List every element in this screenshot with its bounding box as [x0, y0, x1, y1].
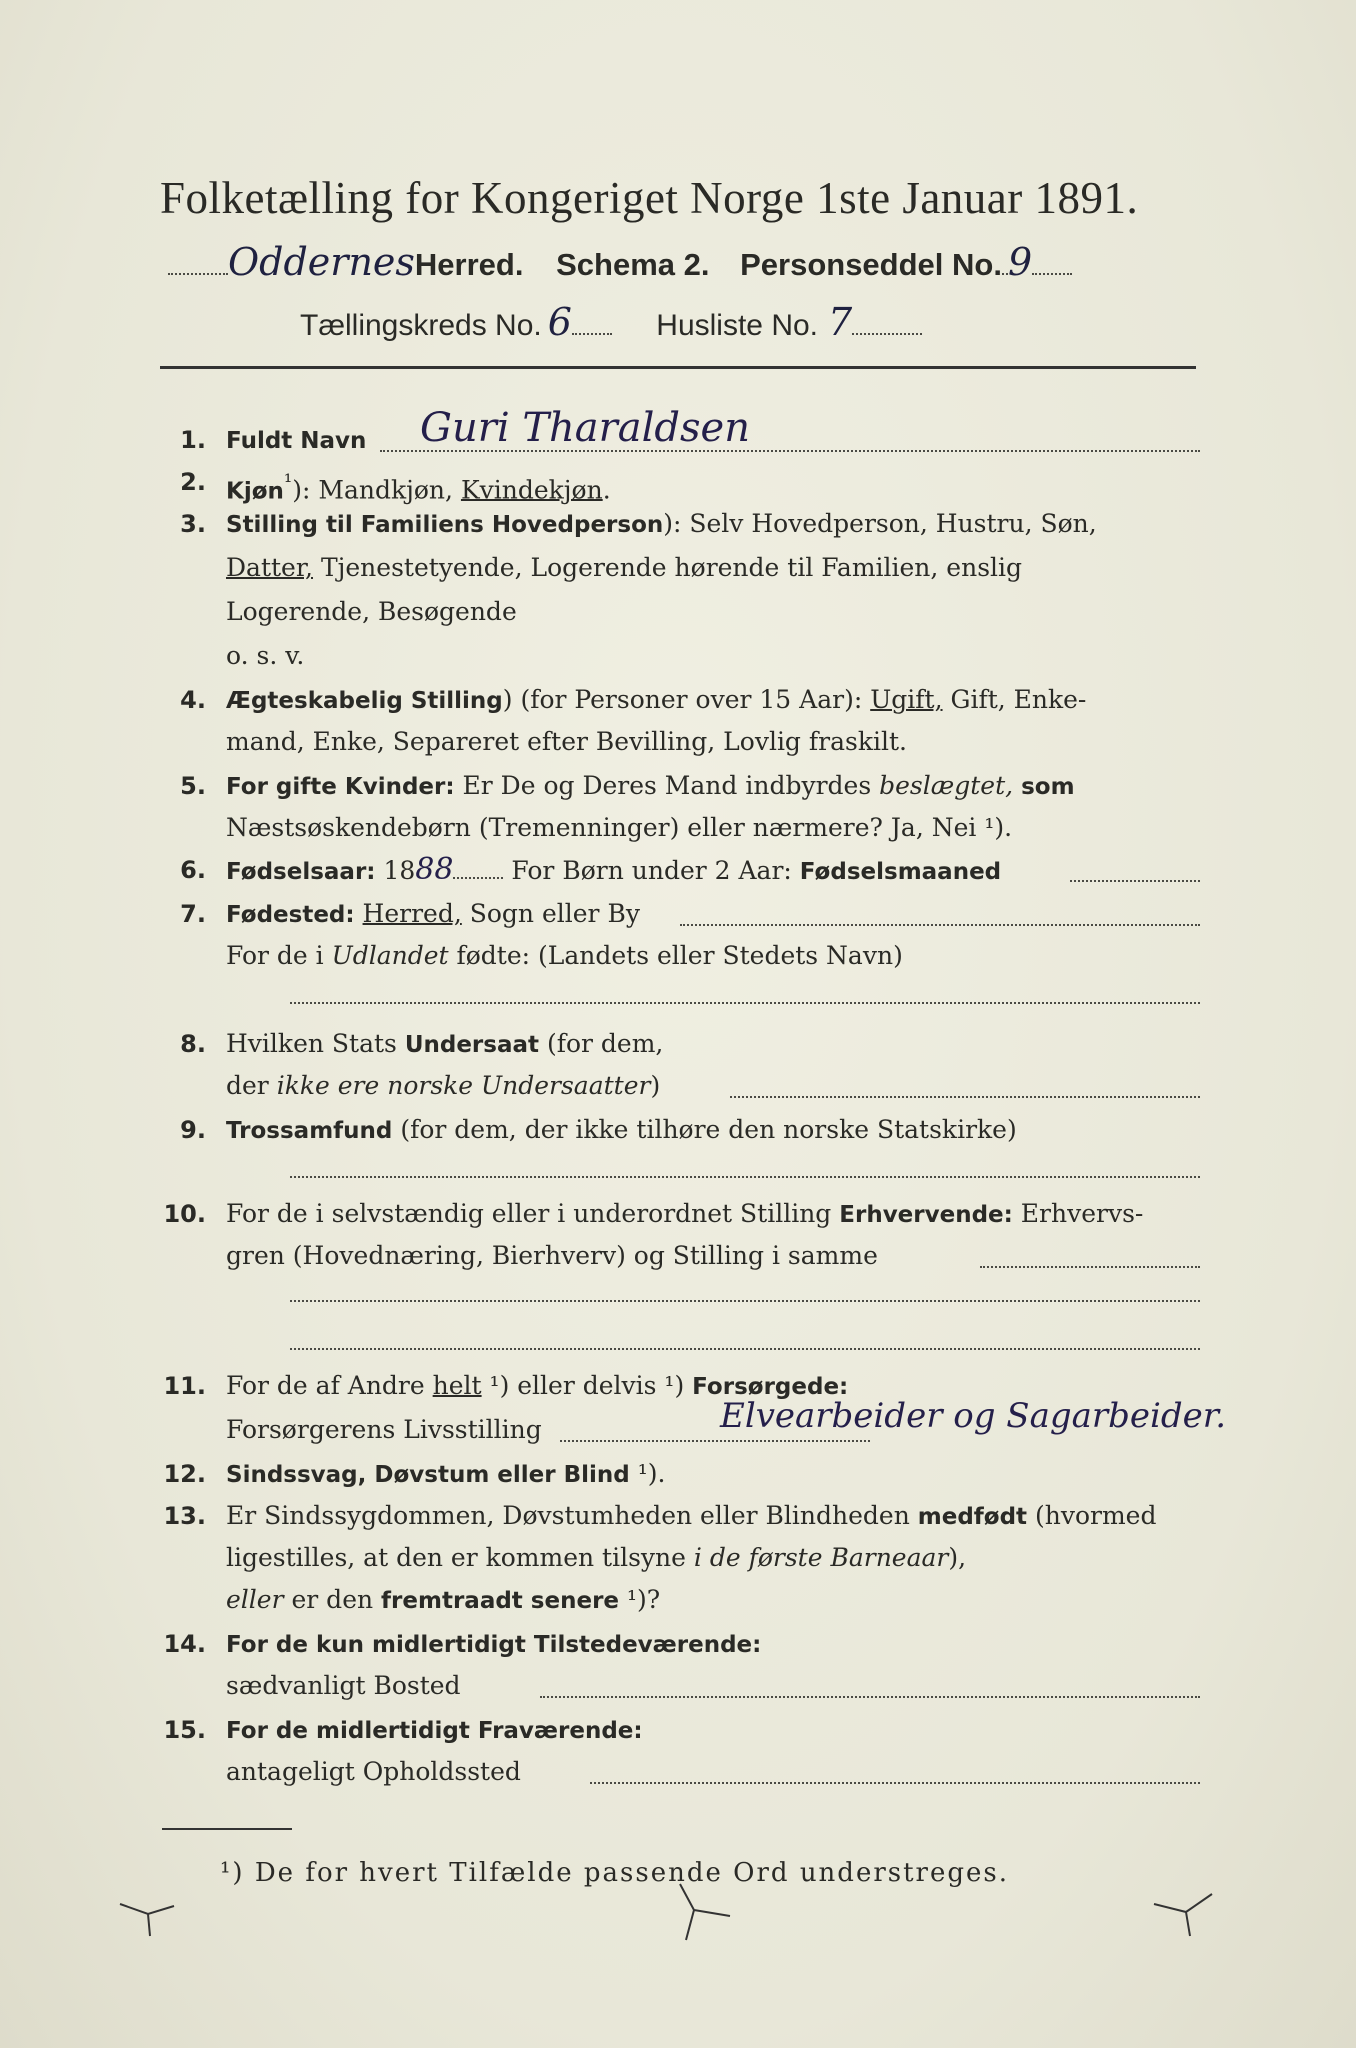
husliste-label: Husliste No. [656, 309, 818, 342]
header-rule [160, 366, 1196, 369]
footnote-rule [162, 1828, 292, 1830]
kreds-value: 6 [547, 300, 572, 344]
item-1: 1. Fuldt Navn Guri Tharaldsen [160, 420, 1200, 470]
husliste-value: 7 [828, 300, 853, 344]
herred-label: Herred. [414, 247, 524, 282]
underlined-choice: Kvindekjøn [460, 475, 603, 505]
personseddel-label: Personseddel No. [740, 247, 1002, 282]
birth-year-value: 88 [415, 852, 454, 887]
underlined-choice: helt [432, 1371, 482, 1400]
herred-line [168, 240, 1072, 284]
registration-mark-center [670, 1880, 740, 1950]
item-label: Fuldt Navn [226, 428, 367, 454]
registration-mark-right [1150, 1890, 1220, 1940]
form-title: Folketælling for Kongeriget Norge 1ste Januar 1891. [160, 173, 1139, 223]
underlined-choice: Ugift, [870, 685, 943, 714]
kreds-label: Tællingskreds No. [300, 309, 542, 342]
census-form-page: Folketælling for Kongeriget Norge 1ste Januar 1891. OddernesHerred. Schema 2. Personseddel No. 9 Tællingskreds No. 6 Husliste No. 7 1. Fuldt Navn Guri Tharaldsen 2. Kjøn$^{^1}$): Mandkjøn, Kvindekjøn. 3. Stilling til Familiens Hovedperson): Selv Hovedperson, Hustru, Søn, Datter, Tjenestetyende, Logerende hørende til Familien, enslig Logerende, Besøgende o. s. v. 4. Ægteskabelig Stilling) (for Personer over 15 Aar): Ugift, Gift, Enke- mand, Enke, Separeret efter Bevilling, Lovlig fraskilt. 5. For gifte Kvinder: Er De og Deres Mand indbyrdes beslægtet, som Næstsøskendebørn (Tremenninger) eller nærmere? Ja, Nei ¹). 6. Fødselsaar: 1888 For Børn under 2 Aar: Fødselsmaaned 7. Fødested: Herred, Sogn eller By For de i Udlandet fødte: (Landets eller Stedets Navn) 8. Hvilken Stats Undersaat (for dem, der ikke ere norske Undersaatter) 9. Trossamfund (for dem, der ikke tilhøre den norske Statskirke) 10. For de i selvstændig eller i underordnet Stilling Erhvervende: Erhvervs- gren (Hovednæring, Bierhverv) og Stilling i samme 11. For de af Andre helt ¹) eller delvis ¹) Forsørgede: Forsørgerens Livsstilling Elvearbeider og Sagarbeider. 12. Sindssvag, Døvstum eller Blind ¹). 13. Er Sindssygdommen, Døvstumheden eller Blindheden medfødt (hvormed ligestilles, at den er kommen tilsyne i de første Barneaar), eller er den fremtraadt senere ¹)? 14. For de kun midlertidigt Tilstedeværende: sædvanligt Bosted 15. For de midlertidigt Fraværende: antageligt Opholdssted ¹) De for hvert Tilfælde passende Ord understreges. [0, 0, 1356, 2048]
underlined-choice: Herred, [362, 899, 462, 928]
registration-mark-left [118, 1900, 178, 1940]
name-value: Guri Tharaldsen [420, 405, 750, 451]
herred-value: Oddernes [228, 240, 415, 284]
footnote: ¹) De for hvert Tilfælde passende Ord understreges. [220, 1858, 1010, 1888]
schema-label: Schema 2. [556, 247, 710, 282]
provider-occupation-value: Elvearbeider og Sagarbeider. [720, 1396, 1227, 1436]
kreds-line [300, 300, 922, 344]
underlined-choice: Datter, [226, 553, 313, 582]
personseddel-value: 9 [1007, 240, 1033, 284]
